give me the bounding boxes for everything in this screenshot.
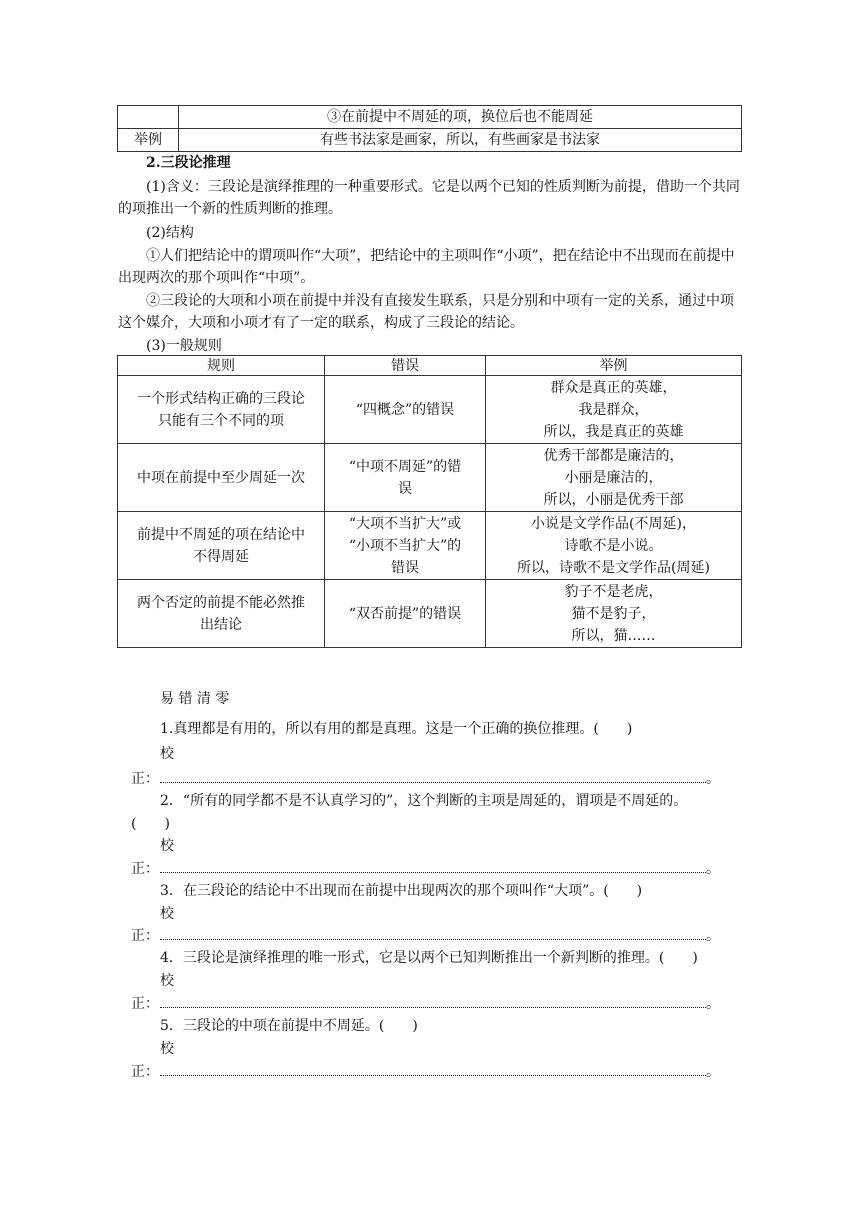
error-line: “小项不当扩大”的: [348, 537, 462, 554]
quiz-jiao-2: 校: [160, 838, 174, 854]
example-line: 小说是文学作品(不周延)，: [531, 515, 696, 532]
example-cell: [486, 580, 742, 648]
quiz-zheng-1: 正：: [131, 771, 159, 787]
table-row: [118, 376, 742, 444]
top-table-example-text: 有些书法家是画家，所以，有些画家是书法家: [179, 129, 742, 152]
error-cell: [325, 580, 486, 648]
quiz-zheng-5: 正：: [131, 1064, 159, 1080]
answer-line-5[interactable]: [160, 1075, 706, 1076]
answer-line-1[interactable]: [160, 782, 706, 783]
paragraph-structure-1: ①人们把结论中的谓项叫作“大项”，把结论中的主项叫作“小项”，把在结论中不出现而在前提中出现两次的那个项叫作“中项”。: [118, 248, 735, 286]
example-line: 所以，我是真正的英雄: [543, 423, 684, 440]
answer-line-3[interactable]: [160, 939, 706, 940]
table-row: [118, 512, 742, 580]
top-table-label-cell: [118, 106, 179, 129]
error-line: “中项不周延”的错: [348, 458, 462, 475]
paragraph-structure-2: ②三段论的大项和小项在前提中并没有直接发生联系，只是分别和中项有一定的关系，通过中项这个媒介，大项和小项才有了一定的联系，构成了三段论的结论。: [118, 293, 734, 331]
rule-line: 一个形式结构正确的三段论: [137, 390, 305, 407]
error-line: “四概念”的错误: [355, 401, 455, 418]
example-line: 所以，小丽是优秀干部: [543, 491, 684, 508]
quiz-question-4: 4．三段论是演绎推理的唯一形式，它是以两个已知判断推出一个新判断的推理。( ): [160, 950, 698, 966]
rule-line: 只能有三个不同的项: [158, 412, 284, 429]
quiz-heading: 易 错 清 零: [160, 691, 230, 707]
rules-header-rule: 规则: [118, 356, 325, 376]
table-row: [118, 580, 742, 648]
rule-line: 出结论: [200, 616, 242, 633]
answer-end-2: 。: [706, 861, 720, 877]
quiz-zheng-3: 正：: [131, 928, 159, 944]
answer-line-2[interactable]: [160, 872, 706, 873]
answer-end-1: 。: [706, 771, 720, 787]
quiz-jiao-1: 校: [160, 746, 174, 762]
top-table: [117, 105, 742, 152]
error-line: “双否前提”的错误: [348, 605, 462, 622]
quiz-question-2-paren: ( ): [131, 816, 170, 832]
error-line: 误: [398, 480, 412, 497]
rules-table: [117, 355, 742, 648]
paragraph-definition: (1)含义：三段论是演绎推理的一种重要形式。它是以两个已知的性质判断为前提，借助一个共同的项推出一个新的性质判断的推理。: [118, 179, 740, 217]
error-cell: [325, 376, 486, 444]
answer-end-4: 。: [706, 996, 720, 1012]
paragraph-structure-title: (2)结构: [146, 225, 194, 241]
rules-header-example: 举例: [486, 356, 742, 376]
example-line: 诗歌不是小说。: [564, 537, 663, 554]
quiz-question-5: 5．三段论的中项在前提中不周延。( ): [160, 1018, 418, 1034]
example-line: 优秀干部都是廉洁的，: [543, 447, 684, 464]
table-row: [118, 444, 742, 512]
example-line: 猫不是豹子，: [571, 605, 656, 622]
example-cell: [486, 376, 742, 444]
error-line: 错误: [391, 559, 419, 576]
rule-line: 中项在前提中至少周延一次: [137, 469, 305, 486]
example-cell: [486, 444, 742, 512]
answer-end-5: 。: [706, 1064, 720, 1080]
rule-cell: [118, 376, 325, 444]
rule-cell: [118, 444, 325, 512]
rule-cell: [118, 580, 325, 648]
answer-line-4[interactable]: [160, 1007, 706, 1008]
quiz-question-1: 1.真理都是有用的，所以有用的都是真理。这是一个正确的换位推理。( ): [160, 721, 633, 737]
example-line: 群众是真正的英雄，: [550, 379, 677, 396]
section-heading: [118, 152, 744, 174]
error-line: “大项不当扩大”或: [348, 515, 462, 532]
answer-end-3: 。: [706, 928, 720, 944]
example-line: 我是群众，: [578, 401, 649, 418]
rules-header-error: 错误: [325, 356, 486, 376]
section-heading-text: 2.三段论推理: [146, 155, 231, 171]
rule-line: 前提中不周延的项在结论中: [137, 526, 305, 543]
paragraph-rules-title: (3)一般规则: [146, 338, 222, 354]
quiz-zheng-4: 正：: [131, 996, 159, 1012]
error-cell: [325, 512, 486, 580]
example-line: 小丽是廉洁的，: [564, 469, 663, 486]
rule-line: 两个否定的前提不能必然推: [137, 594, 305, 611]
example-line: 豹子不是老虎，: [564, 583, 663, 600]
top-table-example-label: 举例: [118, 129, 179, 152]
example-cell: [486, 512, 742, 580]
example-line: 所以，诗歌不是文学作品(周延): [517, 559, 710, 576]
rule-line: 不得周延: [193, 548, 249, 565]
quiz-jiao-5: 校: [160, 1041, 174, 1057]
example-line: 所以，猫……: [571, 627, 656, 644]
quiz-jiao-4: 校: [160, 973, 174, 989]
quiz-question-2: 2．“所有的同学都不是不认真学习的”，这个判断的主项是周延的，谓项是不周延的。: [160, 793, 688, 809]
quiz-zheng-2: 正：: [131, 861, 159, 877]
top-table-row1-text: ③在前提中不周延的项，换位后也不能周延: [179, 106, 742, 129]
quiz-question-3: 3．在三段论的结论中不出现而在前提中出现两次的那个项叫作“大项”。( ): [160, 883, 643, 899]
error-cell: [325, 444, 486, 512]
quiz-jiao-3: 校: [160, 906, 174, 922]
rule-cell: [118, 512, 325, 580]
